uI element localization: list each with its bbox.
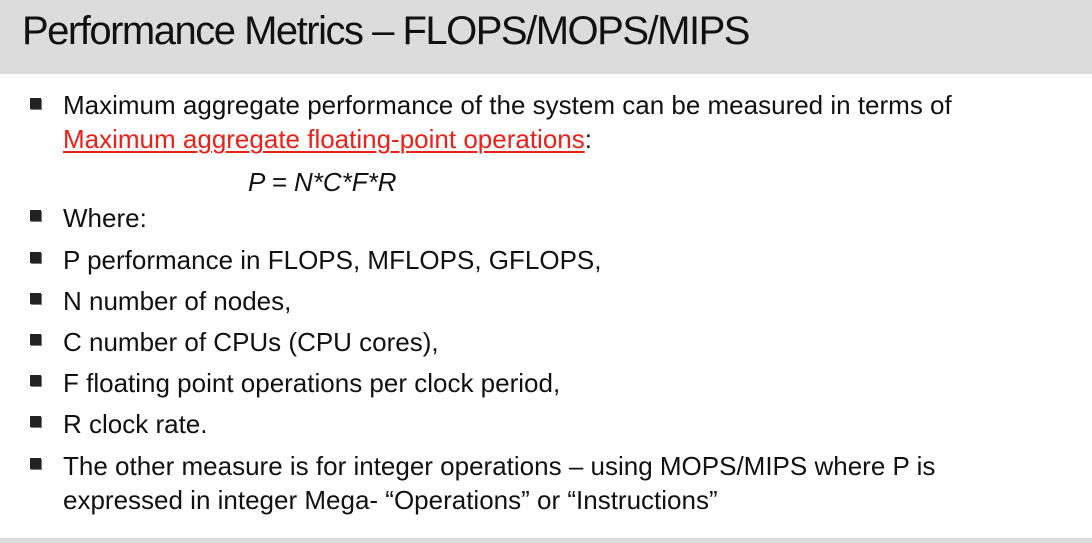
square-bullet-icon — [30, 458, 41, 469]
square-bullet-icon — [30, 416, 41, 427]
c-definition: C number of CPUs (CPU cores), — [63, 327, 439, 357]
intro-suffix: : — [584, 124, 592, 154]
where-text: Where: — [63, 203, 147, 233]
square-bullet-icon — [30, 210, 41, 221]
p-definition: P performance in FLOPS, MFLOPS, GFLOPS, — [63, 245, 602, 275]
other-line-1: The other measure is for integer operations – using MOPS/MIPS where P is — [63, 451, 936, 481]
other-line-2: expressed in integer Mega- “Operations” or “Instructions” — [63, 485, 718, 515]
square-bullet-icon — [30, 293, 41, 304]
square-bullet-icon — [30, 252, 41, 263]
intro-line-1: Maximum aggregate performance of the system can be measured in terms of — [63, 90, 952, 120]
r-definition: R clock rate. — [63, 409, 208, 439]
intro-line-2 — [63, 124, 592, 154]
square-bullet-icon — [30, 334, 41, 345]
title-bar — [0, 0, 1092, 74]
square-bullet-icon — [30, 375, 41, 386]
max-flops-link[interactable]: Maximum aggregate floating-point operations — [63, 124, 585, 154]
square-bullet-icon — [30, 98, 41, 109]
formula: P = N*C*F*R — [248, 167, 397, 197]
bottom-bar — [0, 538, 1092, 543]
f-definition: F floating point operations per clock period, — [63, 368, 561, 398]
slide-title: Performance Metrics – FLOPS/MOPS/MIPS — [22, 9, 749, 53]
n-definition: N number of nodes, — [63, 286, 292, 316]
